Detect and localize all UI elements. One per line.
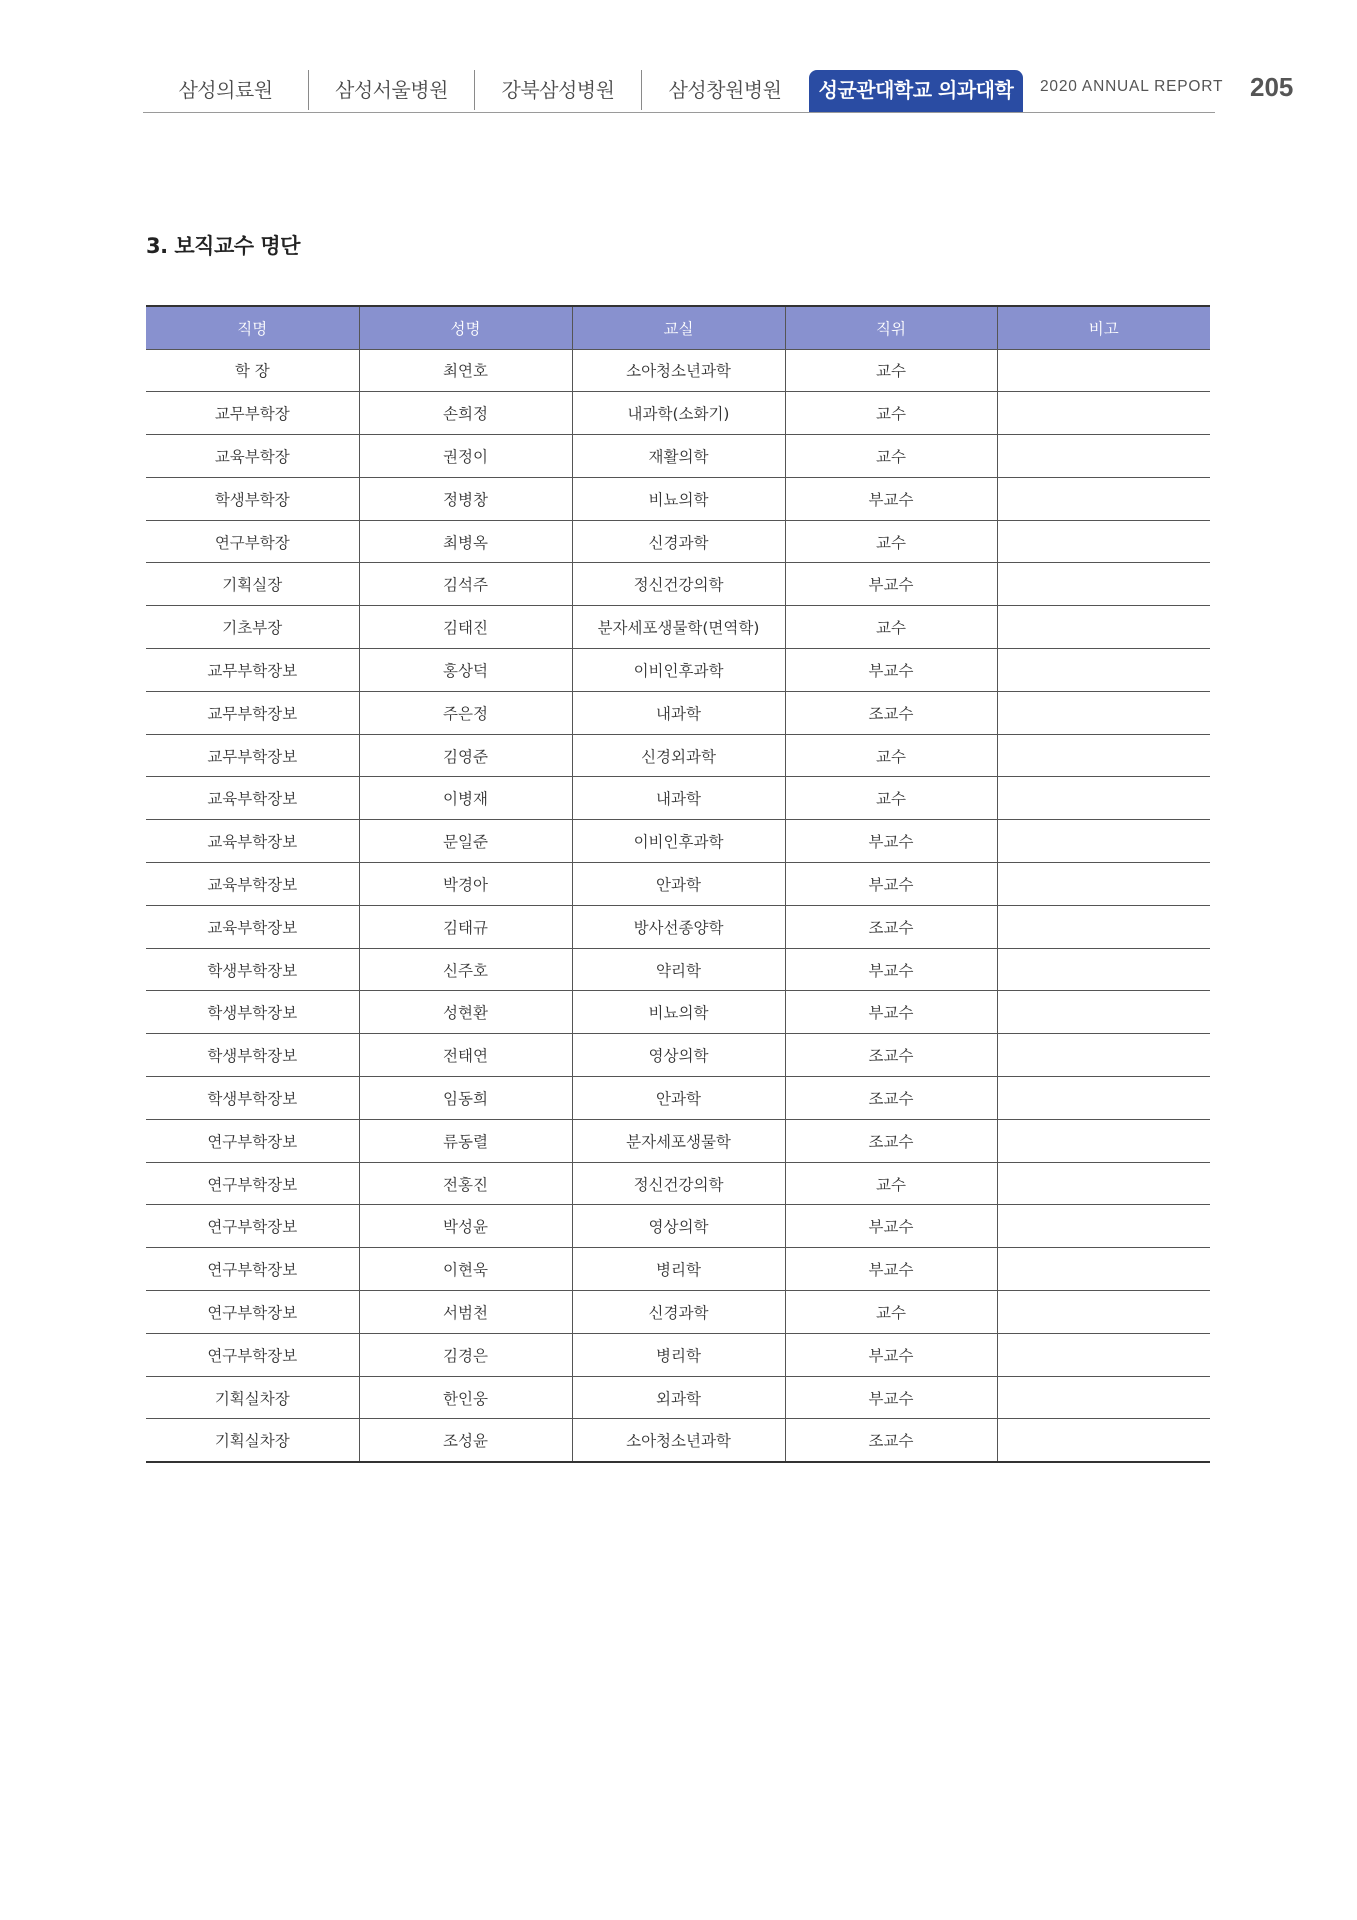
cell-note xyxy=(997,1077,1210,1120)
cell-position: 학생부학장보 xyxy=(146,948,359,991)
cell-note xyxy=(997,948,1210,991)
cell-rank: 조교수 xyxy=(785,1077,997,1120)
cell-note xyxy=(997,606,1210,649)
tab-samsung-medical-center[interactable]: 삼성의료원 xyxy=(143,70,309,110)
cell-name: 홍상덕 xyxy=(359,649,572,692)
cell-note xyxy=(997,991,1210,1034)
cell-note xyxy=(997,1376,1210,1419)
table-row xyxy=(146,1333,1210,1376)
table-row xyxy=(146,691,1210,734)
cell-position: 기획실차장 xyxy=(146,1419,359,1462)
cell-position: 학생부학장보 xyxy=(146,1034,359,1077)
cell-note xyxy=(997,691,1210,734)
table-row xyxy=(146,435,1210,478)
cell-rank: 부교수 xyxy=(785,1205,997,1248)
cell-note xyxy=(997,520,1210,563)
cell-name: 성현환 xyxy=(359,991,572,1034)
table-row xyxy=(146,1291,1210,1334)
cell-department: 정신건강의학 xyxy=(572,1162,785,1205)
cell-position: 기획실장 xyxy=(146,563,359,606)
cell-department: 비뇨의학 xyxy=(572,991,785,1034)
table-row xyxy=(146,734,1210,777)
cell-department: 내과학 xyxy=(572,777,785,820)
cell-name: 박경아 xyxy=(359,863,572,906)
cell-department: 병리학 xyxy=(572,1333,785,1376)
cell-department: 분자세포생물학(면역학) xyxy=(572,606,785,649)
tab-kangbuk-samsung-hospital[interactable]: 강북삼성병원 xyxy=(475,70,642,110)
cell-position: 기초부장 xyxy=(146,606,359,649)
cell-name: 김경은 xyxy=(359,1333,572,1376)
cell-name: 최연호 xyxy=(359,349,572,392)
table-row xyxy=(146,777,1210,820)
cell-note xyxy=(997,1205,1210,1248)
table-row xyxy=(146,1248,1210,1291)
cell-name: 문일준 xyxy=(359,820,572,863)
cell-note xyxy=(997,1419,1210,1462)
cell-note xyxy=(997,1291,1210,1334)
cell-rank: 부교수 xyxy=(785,1248,997,1291)
cell-department: 소아청소년과학 xyxy=(572,1419,785,1462)
cell-position: 교육부학장보 xyxy=(146,820,359,863)
cell-note xyxy=(997,1119,1210,1162)
table-row xyxy=(146,649,1210,692)
table-body xyxy=(146,349,1210,1462)
cell-rank: 부교수 xyxy=(785,477,997,520)
cell-name: 정병창 xyxy=(359,477,572,520)
cell-name: 임동희 xyxy=(359,1077,572,1120)
cell-department: 외과학 xyxy=(572,1376,785,1419)
cell-department: 분자세포생물학 xyxy=(572,1119,785,1162)
cell-position: 교육부학장 xyxy=(146,435,359,478)
table-header-row xyxy=(146,306,1210,349)
cell-name: 박성윤 xyxy=(359,1205,572,1248)
table-row xyxy=(146,349,1210,392)
cell-department: 재활의학 xyxy=(572,435,785,478)
cell-note xyxy=(997,1333,1210,1376)
cell-rank: 부교수 xyxy=(785,563,997,606)
cell-department: 이비인후과학 xyxy=(572,649,785,692)
cell-note xyxy=(997,1248,1210,1291)
table-row xyxy=(146,1205,1210,1248)
cell-name: 김태규 xyxy=(359,905,572,948)
cell-name: 김영준 xyxy=(359,734,572,777)
cell-note xyxy=(997,392,1210,435)
header-rank: 직위 xyxy=(785,306,997,349)
cell-rank: 교수 xyxy=(785,520,997,563)
cell-position: 교무부학장보 xyxy=(146,691,359,734)
table-row xyxy=(146,1376,1210,1419)
cell-department: 내과학(소화기) xyxy=(572,392,785,435)
table-row xyxy=(146,1077,1210,1120)
cell-rank: 교수 xyxy=(785,777,997,820)
cell-position: 연구부학장보 xyxy=(146,1248,359,1291)
cell-department: 신경과학 xyxy=(572,520,785,563)
cell-department: 신경외과학 xyxy=(572,734,785,777)
cell-department: 이비인후과학 xyxy=(572,820,785,863)
cell-name: 주은정 xyxy=(359,691,572,734)
cell-department: 영상의학 xyxy=(572,1034,785,1077)
cell-position: 교육부학장보 xyxy=(146,905,359,948)
cell-name: 최병옥 xyxy=(359,520,572,563)
table-row xyxy=(146,1419,1210,1462)
cell-position: 학생부학장보 xyxy=(146,991,359,1034)
table-row xyxy=(146,1034,1210,1077)
cell-position: 교육부학장보 xyxy=(146,777,359,820)
cell-department: 신경과학 xyxy=(572,1291,785,1334)
cell-position: 기획실차장 xyxy=(146,1376,359,1419)
table-row xyxy=(146,905,1210,948)
cell-note xyxy=(997,477,1210,520)
cell-rank: 교수 xyxy=(785,349,997,392)
cell-position: 교육부학장보 xyxy=(146,863,359,906)
cell-rank: 조교수 xyxy=(785,691,997,734)
cell-note xyxy=(997,734,1210,777)
cell-note xyxy=(997,905,1210,948)
cell-rank: 부교수 xyxy=(785,991,997,1034)
cell-name: 전태연 xyxy=(359,1034,572,1077)
annual-report-label: 2020 ANNUAL REPORT xyxy=(1040,78,1224,95)
cell-note xyxy=(997,349,1210,392)
cell-rank: 교수 xyxy=(785,392,997,435)
table-row xyxy=(146,863,1210,906)
cell-note xyxy=(997,820,1210,863)
cell-rank: 부교수 xyxy=(785,649,997,692)
cell-rank: 조교수 xyxy=(785,905,997,948)
table-row xyxy=(146,606,1210,649)
cell-department: 병리학 xyxy=(572,1248,785,1291)
cell-position: 학생부학장보 xyxy=(146,1077,359,1120)
table-row xyxy=(146,820,1210,863)
cell-name: 김석주 xyxy=(359,563,572,606)
cell-rank: 부교수 xyxy=(785,948,997,991)
cell-department: 안과학 xyxy=(572,863,785,906)
cell-name: 이현욱 xyxy=(359,1248,572,1291)
table-row xyxy=(146,1119,1210,1162)
cell-name: 김태진 xyxy=(359,606,572,649)
cell-rank: 교수 xyxy=(785,435,997,478)
cell-rank: 부교수 xyxy=(785,863,997,906)
tab-samsung-changwon-hospital[interactable]: 삼성창원병원 xyxy=(668,78,782,102)
cell-note xyxy=(997,1162,1210,1205)
cell-department: 소아청소년과학 xyxy=(572,349,785,392)
cell-position: 교무부학장보 xyxy=(146,734,359,777)
cell-name: 서범천 xyxy=(359,1291,572,1334)
header-department: 교실 xyxy=(572,306,785,349)
cell-name: 한인웅 xyxy=(359,1376,572,1419)
table-row xyxy=(146,1162,1210,1205)
cell-rank: 부교수 xyxy=(785,820,997,863)
table-row xyxy=(146,520,1210,563)
cell-position: 교무부학장 xyxy=(146,392,359,435)
page-number: 205 xyxy=(1250,72,1294,102)
cell-rank: 교수 xyxy=(785,606,997,649)
header-name: 성명 xyxy=(359,306,572,349)
cell-position: 학 장 xyxy=(146,349,359,392)
cell-position: 연구부학장보 xyxy=(146,1119,359,1162)
cell-rank: 교수 xyxy=(785,1162,997,1205)
header-note: 비고 xyxy=(997,306,1210,349)
cell-position: 교무부학장보 xyxy=(146,649,359,692)
cell-note xyxy=(997,649,1210,692)
cell-position: 연구부학장보 xyxy=(146,1162,359,1205)
cell-name: 신주호 xyxy=(359,948,572,991)
section-title: 3. 보직교수 명단 xyxy=(146,234,300,258)
cell-note xyxy=(997,563,1210,606)
cell-department: 안과학 xyxy=(572,1077,785,1120)
cell-note xyxy=(997,777,1210,820)
cell-name: 조성윤 xyxy=(359,1419,572,1462)
cell-rank: 교수 xyxy=(785,734,997,777)
cell-rank: 조교수 xyxy=(785,1119,997,1162)
cell-position: 연구부학장 xyxy=(146,520,359,563)
cell-department: 약리학 xyxy=(572,948,785,991)
tab-samsung-seoul-hospital[interactable]: 삼성서울병원 xyxy=(309,70,475,110)
cell-rank: 조교수 xyxy=(785,1419,997,1462)
cell-department: 정신건강의학 xyxy=(572,563,785,606)
cell-name: 권정이 xyxy=(359,435,572,478)
cell-position: 연구부학장보 xyxy=(146,1333,359,1376)
cell-name: 이병재 xyxy=(359,777,572,820)
cell-position: 연구부학장보 xyxy=(146,1205,359,1248)
cell-rank: 부교수 xyxy=(785,1333,997,1376)
header-position: 직명 xyxy=(146,306,359,349)
cell-name: 류동렬 xyxy=(359,1119,572,1162)
staff-table xyxy=(146,305,1210,1463)
cell-note xyxy=(997,435,1210,478)
cell-name: 전홍진 xyxy=(359,1162,572,1205)
table-row xyxy=(146,991,1210,1034)
cell-rank: 조교수 xyxy=(785,1034,997,1077)
table-row xyxy=(146,563,1210,606)
table-row xyxy=(146,392,1210,435)
tab-skku-medicine[interactable]: 성균관대학교 의과대학 xyxy=(809,70,1023,112)
cell-note xyxy=(997,863,1210,906)
cell-department: 내과학 xyxy=(572,691,785,734)
cell-rank: 부교수 xyxy=(785,1376,997,1419)
cell-department: 방사선종양학 xyxy=(572,905,785,948)
cell-position: 연구부학장보 xyxy=(146,1291,359,1334)
cell-name: 손희정 xyxy=(359,392,572,435)
cell-department: 비뇨의학 xyxy=(572,477,785,520)
cell-rank: 교수 xyxy=(785,1291,997,1334)
table-row xyxy=(146,477,1210,520)
cell-department: 영상의학 xyxy=(572,1205,785,1248)
cell-position: 학생부학장 xyxy=(146,477,359,520)
table-row xyxy=(146,948,1210,991)
cell-note xyxy=(997,1034,1210,1077)
